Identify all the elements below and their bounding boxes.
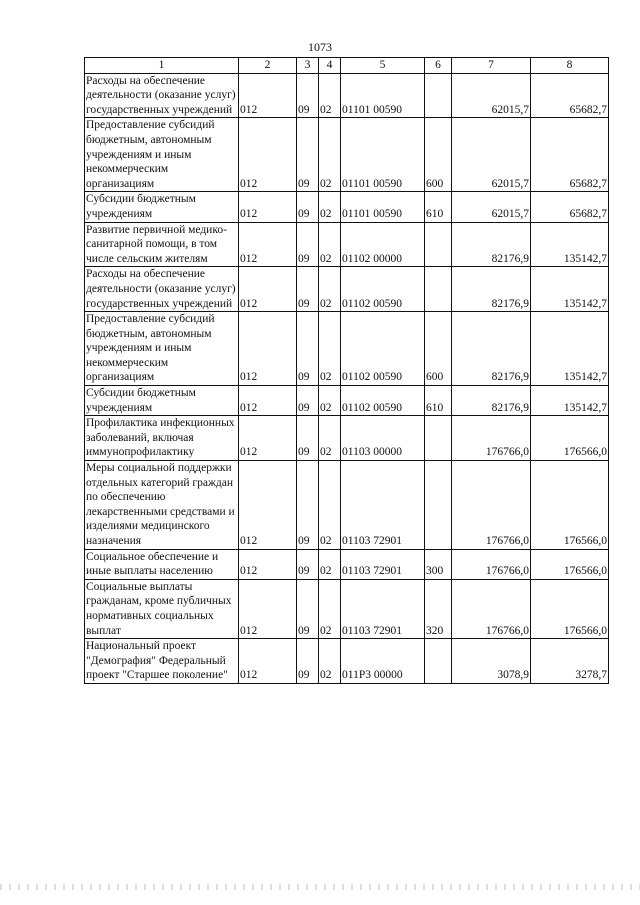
expense-type-cell: 320 [425, 579, 452, 638]
ministry-code-cell: 012 [239, 312, 297, 386]
subsection-cell: 02 [319, 222, 341, 267]
target-article-cell: 01103 00000 [341, 416, 425, 461]
amount-col8-cell: 176566,0 [531, 549, 609, 579]
ministry-code-cell: 012 [239, 222, 297, 267]
subsection-cell: 02 [319, 386, 341, 416]
expense-type-cell: 600 [425, 312, 452, 386]
column-header-5: 5 [341, 58, 425, 74]
amount-col7-cell: 82176,9 [452, 386, 531, 416]
section-cell: 09 [297, 639, 319, 684]
target-article-cell: 01103 72901 [341, 549, 425, 579]
table-row [85, 312, 609, 386]
subsection-cell: 02 [319, 192, 341, 222]
target-article-cell: 01101 00590 [341, 73, 425, 118]
subsection-cell: 02 [319, 461, 341, 550]
expense-type-cell [425, 222, 452, 267]
amount-col8-cell: 65682,7 [531, 192, 609, 222]
target-article-cell: 011P3 00000 [341, 639, 425, 684]
amount-col7-cell: 62015,7 [452, 192, 531, 222]
table-row [85, 386, 609, 416]
table-row [85, 639, 609, 684]
expense-type-cell: 600 [425, 118, 452, 192]
section-cell: 09 [297, 192, 319, 222]
subsection-cell: 02 [319, 549, 341, 579]
amount-col7-cell: 176766,0 [452, 416, 531, 461]
column-header-1: 1 [85, 58, 239, 74]
row-name-cell: Субсидии бюджетным учреждениям [85, 192, 239, 222]
table-row [85, 73, 609, 118]
target-article-cell: 01102 00590 [341, 312, 425, 386]
budget-table [84, 57, 609, 684]
expense-type-cell [425, 416, 452, 461]
row-name-cell: Субсидии бюджетным учреждениям [85, 386, 239, 416]
ministry-code-cell: 012 [239, 416, 297, 461]
amount-col8-cell: 135142,7 [531, 312, 609, 386]
section-cell: 09 [297, 416, 319, 461]
amount-col8-cell: 135142,7 [531, 222, 609, 267]
amount-col7-cell: 3078,9 [452, 639, 531, 684]
column-header-6: 6 [425, 58, 452, 74]
expense-type-cell: 610 [425, 386, 452, 416]
subsection-cell: 02 [319, 416, 341, 461]
subsection-cell: 02 [319, 639, 341, 684]
target-article-cell: 01102 00590 [341, 386, 425, 416]
amount-col7-cell: 82176,9 [452, 222, 531, 267]
row-name-cell: Меры социальной поддержки отдельных категорий граждан по обеспечению лекарственными средствами и изделиями медицинского назначения [85, 461, 239, 550]
expense-type-cell [425, 461, 452, 550]
section-cell: 09 [297, 312, 319, 386]
row-name-cell: Развитие первичной медико-санитарной помощи, в том числе сельским жителям [85, 222, 239, 267]
column-header-2: 2 [239, 58, 297, 74]
ministry-code-cell: 012 [239, 579, 297, 638]
row-name-cell: Национальный проект "Демография" Федеральный проект "Старшее поколение" [85, 639, 239, 684]
target-article-cell: 01102 00000 [341, 222, 425, 267]
subsection-cell: 02 [319, 73, 341, 118]
expense-type-cell [425, 267, 452, 312]
column-header-3: 3 [297, 58, 319, 74]
section-cell: 09 [297, 461, 319, 550]
amount-col8-cell: 176566,0 [531, 416, 609, 461]
amount-col8-cell: 3278,7 [531, 639, 609, 684]
row-name-cell: Расходы на обеспечение деятельности (оказание услуг) государственных учреждений [85, 73, 239, 118]
target-article-cell: 01102 00590 [341, 267, 425, 312]
table-row [85, 222, 609, 267]
ministry-code-cell: 012 [239, 118, 297, 192]
amount-col7-cell: 176766,0 [452, 549, 531, 579]
row-name-cell: Социальное обеспечение и иные выплаты населению [85, 549, 239, 579]
table-row [85, 118, 609, 192]
table-row [85, 461, 609, 550]
page-number: 1073 [308, 40, 332, 54]
row-name-cell: Расходы на обеспечение деятельности (оказание услуг) государственных учреждений [85, 267, 239, 312]
amount-col8-cell: 135142,7 [531, 386, 609, 416]
row-name-cell: Профилактика инфекционных заболеваний, включая иммунопрофилактику [85, 416, 239, 461]
section-cell: 09 [297, 73, 319, 118]
section-cell: 09 [297, 118, 319, 192]
ministry-code-cell: 012 [239, 73, 297, 118]
amount-col7-cell: 176766,0 [452, 579, 531, 638]
table-row [85, 267, 609, 312]
expense-type-cell: 300 [425, 549, 452, 579]
target-article-cell: 01103 72901 [341, 461, 425, 550]
subsection-cell: 02 [319, 579, 341, 638]
row-name-cell: Социальные выплаты гражданам, кроме публичных нормативных социальных выплат [85, 579, 239, 638]
target-article-cell: 01101 00590 [341, 118, 425, 192]
ministry-code-cell: 012 [239, 386, 297, 416]
table-row [85, 579, 609, 638]
section-cell: 09 [297, 386, 319, 416]
row-name-cell: Предоставление субсидий бюджетным, автономным учреждениям и иным некоммерческим организациям [85, 118, 239, 192]
amount-col8-cell: 65682,7 [531, 118, 609, 192]
amount-col7-cell: 62015,7 [452, 73, 531, 118]
subsection-cell: 02 [319, 312, 341, 386]
table-row [85, 549, 609, 579]
amount-col7-cell: 176766,0 [452, 461, 531, 550]
section-cell: 09 [297, 549, 319, 579]
subsection-cell: 02 [319, 118, 341, 192]
ministry-code-cell: 012 [239, 192, 297, 222]
column-header-7: 7 [452, 58, 531, 74]
column-header-8: 8 [531, 58, 609, 74]
target-article-cell: 01103 72901 [341, 579, 425, 638]
column-header-4: 4 [319, 58, 341, 74]
amount-col7-cell: 82176,9 [452, 312, 531, 386]
scan-noise-strip [0, 884, 640, 890]
expense-type-cell [425, 639, 452, 684]
table-row [85, 192, 609, 222]
ministry-code-cell: 012 [239, 549, 297, 579]
amount-col8-cell: 176566,0 [531, 579, 609, 638]
amount-col8-cell: 135142,7 [531, 267, 609, 312]
expense-type-cell: 610 [425, 192, 452, 222]
section-cell: 09 [297, 579, 319, 638]
table-row [85, 416, 609, 461]
row-name-cell: Предоставление субсидий бюджетным, автономным учреждениям и иным некоммерческим организациям [85, 312, 239, 386]
ministry-code-cell: 012 [239, 639, 297, 684]
table-header-row [85, 58, 609, 74]
ministry-code-cell: 012 [239, 267, 297, 312]
amount-col7-cell: 62015,7 [452, 118, 531, 192]
amount-col8-cell: 65682,7 [531, 73, 609, 118]
target-article-cell: 01101 00590 [341, 192, 425, 222]
ministry-code-cell: 012 [239, 461, 297, 550]
amount-col8-cell: 176566,0 [531, 461, 609, 550]
subsection-cell: 02 [319, 267, 341, 312]
expense-type-cell [425, 73, 452, 118]
amount-col7-cell: 82176,9 [452, 267, 531, 312]
section-cell: 09 [297, 267, 319, 312]
section-cell: 09 [297, 222, 319, 267]
